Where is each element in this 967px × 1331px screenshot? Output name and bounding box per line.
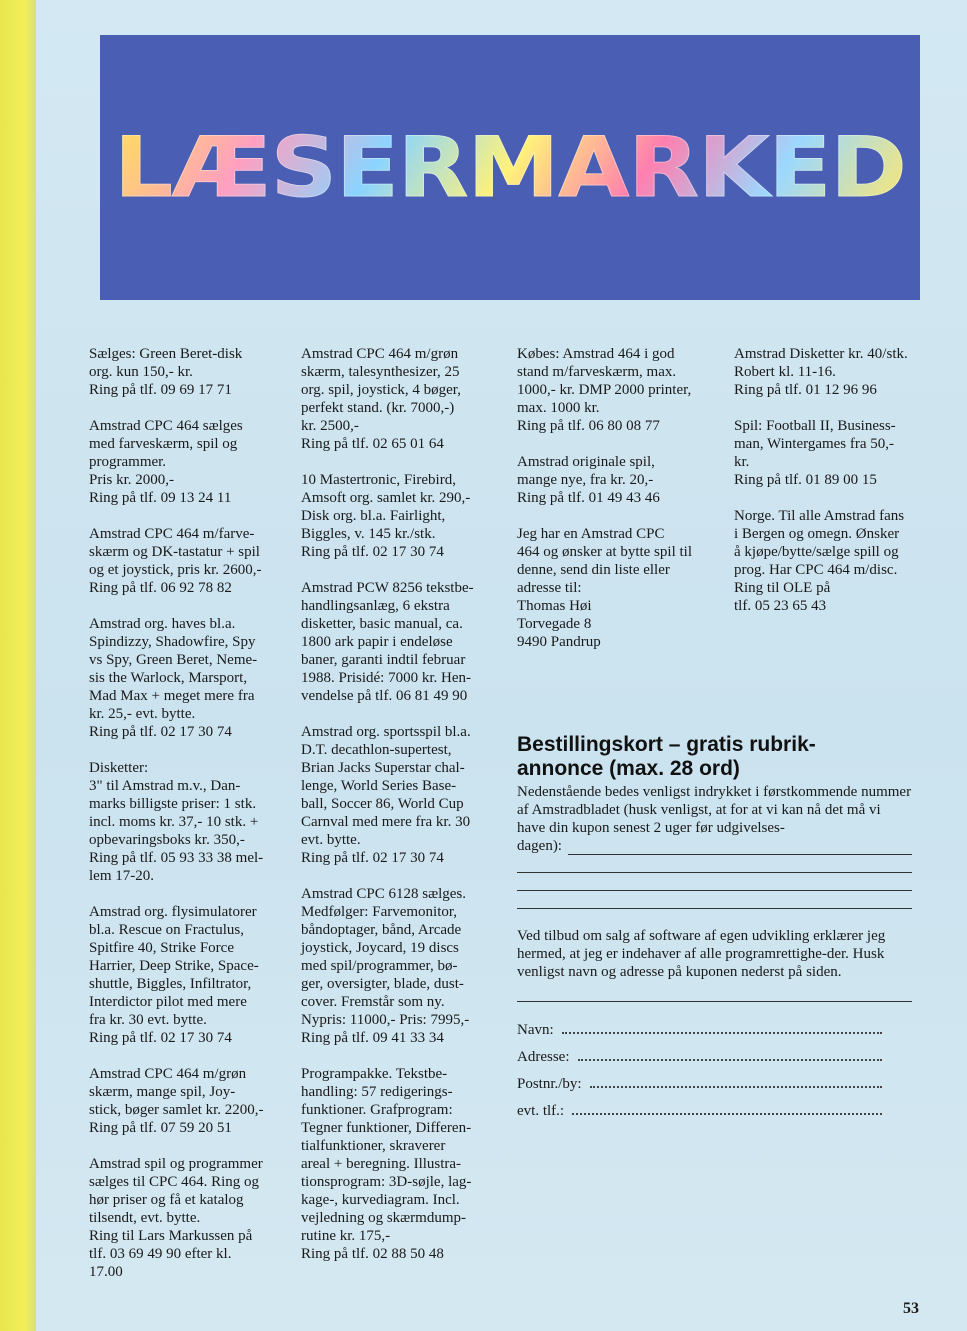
classified-ad: Amstrad CPC 464 m/farve- skærm og DK-tastatur + spil og et joystick, pris kr. 2600,- Ring på tlf. 06 92 78 82	[89, 526, 262, 596]
page-number: 53	[903, 1300, 919, 1317]
address-label: Adresse:	[517, 1049, 570, 1065]
address-field[interactable]	[517, 1047, 912, 1066]
phone-label: evt. tlf.:	[517, 1103, 565, 1119]
classified-ad: Amstrad CPC 6128 sælges. Medfølger: Farvemonitor, båndoptager, bånd, Arcade joystick, Joycard, 19 discs med spil/programmer, bø- ger, oversigter, blade, dust- cover. Fremstår som ny. Nypris: 11000,- Pris: 7995,- Ring på tlf. 09 41 33 34	[301, 886, 470, 1046]
classified-ad: Amstrad org. flysimulatorer bl.a. Rescue on Fractulus, Spitfire 40, Strike Force Harrier, Deep Strike, Space- shuttle, Biggles, Infiltrator, Interdictor pilot med mere fra kr. 30 evt. bytte. Ring på tlf. 02 17 30 74	[89, 904, 259, 1046]
ad-text-line[interactable]	[517, 981, 912, 1002]
postcode-field[interactable]	[517, 1074, 912, 1093]
classified-ad: Jeg har en Amstrad CPC 464 og ønsker at bytte spil til denne, send din liste eller adresse til: Thomas Høi Torvegade 8 9490 Pandrup	[517, 526, 692, 650]
postcode-dotted-line	[590, 1074, 882, 1088]
classified-ad: Spil: Football II, Business- man, Wintergames fra 50,- kr. Ring på tlf. 01 89 00 15	[734, 418, 896, 488]
order-form-title: Bestillingskort – gratis rubrik- annonce (max. 28 ord)	[517, 733, 816, 780]
address-dotted-line	[578, 1047, 883, 1061]
postcode-label: Postnr./by:	[517, 1076, 582, 1092]
ad-text-line-rule	[568, 840, 912, 855]
ads-column-4	[734, 345, 934, 633]
name-label: Navn:	[517, 1022, 554, 1038]
classified-ad: 10 Mastertronic, Firebird, Amsoft org. samlet kr. 290,- Disk org. bl.a. Fairlight, Biggles, v. 145 kr./stk. Ring på tlf. 02 17 30 74	[301, 472, 471, 560]
order-form-declaration: Ved tilbud om salg af software af egen udvikling erklærer jeg hermed, at jeg er indehaver af alle programrettighe-der. Husk venligst navn og adresse på kuponen nederst på siden.	[517, 928, 886, 980]
classified-ad: Amstrad Disketter kr. 40/stk. Robert kl. 11-16. Ring på tlf. 01 12 96 96	[734, 346, 908, 398]
ads-column-1	[89, 345, 289, 1299]
classified-ad: Disketter: 3" til Amstrad m.v., Dan- marks billigste priser: 1 stk. incl. moms kr. 37,- 10 stk. + opbevaringsboks kr. 350,- Ring på tlf. 05 93 33 38 mel- lem 17-20.	[89, 760, 264, 884]
classified-ad: Amstrad org. haves bl.a. Spindizzy, Shadowfire, Spy vs Spy, Green Beret, Neme- sis the Warlock, Marsport, Mad Max + meget mere fra kr. 25,- evt. bytte. Ring på tlf. 02 17 30 74	[89, 616, 258, 740]
classified-ad: Amstrad originale spil, mange nye, fra kr. 20,- Ring på tlf. 01 49 43 46	[517, 454, 660, 506]
ad-text-line[interactable]	[517, 873, 912, 891]
header-banner	[100, 35, 920, 300]
ad-text-line[interactable]	[517, 837, 912, 855]
page-title: LÆSERMARKED	[114, 119, 906, 216]
phone-dotted-line	[572, 1101, 882, 1115]
classified-ad: Amstrad org. sportsspil bl.a. D.T. decathlon-supertest, Brian Jacks Superstar chal- lenge, World Series Base- ball, Soccer 86, World Cup Carnval med mere fra kr. 30 evt. bytte. Ring på tlf. 02 17 30 74	[301, 724, 471, 866]
name-field[interactable]	[517, 1020, 912, 1039]
name-dotted-line	[562, 1020, 882, 1034]
classified-ad: Amstrad spil og programmer sælges til CPC 464. Ring og hør priser og få et katalog tilsendt, evt. bytte. Ring til Lars Markussen på tlf. 03 69 49 90 efter kl. 17.00	[89, 1156, 263, 1280]
classified-ad: Amstrad CPC 464 sælges med farveskærm, spil og programmer. Pris kr. 2000,- Ring på tlf. 09 13 24 11	[89, 418, 243, 506]
classified-ad: Købes: Amstrad 464 i god stand m/farveskærm, max. 1000,- kr. DMP 2000 printer, max. 1000 kr. Ring på tlf. 06 80 08 77	[517, 346, 692, 434]
ads-column-2	[301, 345, 501, 1281]
order-form-intro: Nedenstående bedes venligst indrykket i førstkommende nummer af Amstradbladet (husk venligst, at for at vi kan nå det må vi have din kupon senest 2 uger før udgivelses-	[517, 784, 912, 836]
classified-ad: Amstrad CPC 464 m/grøn skærm, mange spil, Joy- stick, bøger samlet kr. 2200,- Ring på tlf. 07 59 20 51	[89, 1066, 264, 1136]
ads-column-3	[517, 345, 717, 669]
classified-ad: Amstrad PCW 8256 tekstbe- handlingsanlæg, 6 ekstra disketter, basic manual, ca. 1800 ark papir i endeløse baner, garanti indtil februar 1988. Prisidé: 7000 kr. Hen- vendelse på tlf. 06 81 49 90	[301, 580, 474, 704]
phone-field[interactable]	[517, 1101, 912, 1120]
classified-ad: Amstrad CPC 464 m/grøn skærm, talesynthesizer, 25 org. spil, joystick, 4 bøger, perfekt stand. (kr. 7000,-) kr. 2500,- Ring på tlf. 02 65 01 64	[301, 346, 461, 452]
contact-fields	[517, 1020, 912, 1120]
magazine-spine	[0, 0, 36, 1331]
ad-text-line[interactable]	[517, 855, 912, 873]
order-form	[517, 733, 912, 1128]
classified-ad: Programpakke. Tekstbe- handling: 57 redigerings- funktioner. Grafprogram: Tegner funktioner, Differen- tialfunktioner, skraverer areal + beregning. Illustra- tionsprogram: 3D-søjle, lag- kage-, kurvediagram. Incl. vejledning og skærmdump- rutine kr. 175,- Ring på tlf. 02 88 50 48	[301, 1066, 472, 1262]
ad-text-line[interactable]	[517, 891, 912, 909]
ad-text-label: dagen):	[517, 838, 562, 854]
classified-ad: Sælges: Green Beret-disk org. kun 150,- kr. Ring på tlf. 09 69 17 71	[89, 346, 243, 398]
classified-ad: Norge. Til alle Amstrad fans i Bergen og omegn. Ønsker å kjøpe/bytte/sælge spill og prog. Har CPC 464 m/disc. Ring til OLE på tlf. 05 23 65 43	[734, 508, 905, 614]
